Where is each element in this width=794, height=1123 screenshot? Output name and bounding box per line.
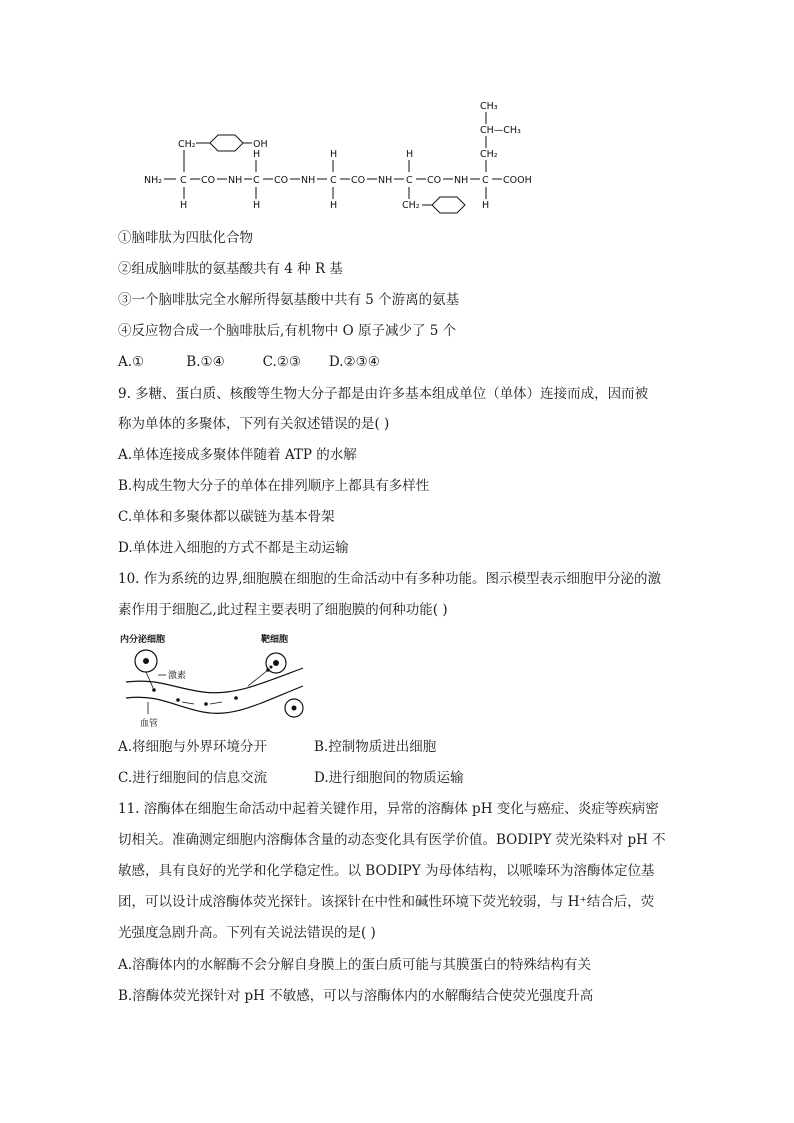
h-bottom-3: H [330,200,338,211]
q10-stem-line-1: 10. 作为系统的边界,细胞膜在细胞的生命活动中有多种功能。图示模型表示细胞甲分泌的激 [118,571,662,587]
q11-stem-line-5: 光强度急剧升高。下列有关说法错误的是( ) [118,925,376,941]
q11-stem-line-4: 团，可以设计成溶酶体荧光探针。该探针在中性和碱性环境下荧光较弱，与 H⁺结合后，荧 [118,894,655,910]
q10-option-a[interactable]: A.将细胞与外界环境分开 [118,739,268,755]
endocrine-cell-label: 内分泌细胞 [120,635,166,645]
q9-stem-line-2: 称为单体的多聚体，下列有关叙述错误的是( ) [118,416,390,432]
ch3-top: CH₃ [480,101,498,112]
nh2-terminal: NH₂ [144,175,163,186]
q8-statement-3: ③一个脑啡肽完全水解所得氨基酸中共有 5 个游离的氨基 [118,292,460,308]
q9-option-d[interactable]: D.单体进入细胞的方式不都是主动运输 [118,540,349,556]
hormone-signaling-diagram [118,630,318,730]
other-cell-nucleus [292,706,297,711]
q10-option-d[interactable]: D.进行细胞间的物质运输 [314,770,464,786]
h-bottom-1: H [180,200,188,211]
c-alpha-4: C [406,175,413,186]
endocrine-cell-nucleus [143,658,149,664]
hormone-receptor-dot [270,666,273,669]
h-bottom-2: H [253,200,261,211]
ch2-right: CH₂ [480,149,498,160]
ch-ch3: CH—CH₃ [480,125,521,136]
cooh-terminal: COOH [503,175,532,186]
hormone-label: 激素 [168,671,187,681]
q8-statement-4: ④反应物合成一个脑啡肽后,有机物中 O 原子减少了 5 个 [118,323,457,339]
nh-1: NH [228,175,243,186]
h-top-3: H [406,149,414,160]
q8-statement-1: ①脑啡肽为四肽化合物 [118,230,253,246]
hormone-molecule [152,688,156,692]
q8-option-c[interactable]: C.②③ [262,354,301,370]
target-cell-label: 靶细胞 [261,635,289,645]
hormone-molecule [234,696,238,700]
h-top-1: H [253,149,261,160]
c-alpha-2: C [253,175,260,186]
hormone-receptor-dot [266,668,270,672]
blood-vessel-label: 血管 [140,719,159,729]
target-cell-nucleus [273,660,279,666]
c-alpha-5: C [482,175,489,186]
h-bottom-4: H [482,200,490,211]
q8-statement-2: ②组成脑啡肽的氨基酸共有 4 种 R 基 [118,261,343,277]
q8-option-b[interactable]: B.①④ [186,354,225,370]
nh-3: NH [378,175,393,186]
co-1: CO [201,175,216,186]
co-3: CO [351,175,366,186]
q9-option-b[interactable]: B.构成生物大分子的单体在排列顺序上都具有多样性 [118,478,430,494]
q11-option-a[interactable]: A.溶酶体内的水解酶不会分解自身膜上的蛋白质可能与其膜蛋白的特殊结构有关 [118,957,592,973]
ch2-left: CH₂ [178,139,196,150]
q9-option-a[interactable]: A.单体连接成多聚体伴随着 ATP 的水解 [118,447,357,463]
q9-option-c[interactable]: C.单体和多聚体都以碳链为基本骨架 [118,509,335,525]
q10-options-row-1 [118,737,510,757]
benzene-ring-top [210,135,243,151]
q8-options [118,352,380,372]
enkephalin-structural-formula [140,95,560,220]
benzene-ring-bottom [432,197,465,213]
hormone-molecule [204,702,208,706]
q10-option-b[interactable]: B.控制物质进出细胞 [314,739,437,755]
q11-stem-line-2: 切相关。准确测定细胞内溶酶体含量的动态变化具有医学价值。BODIPY 荧光染料对 pH 不 [118,832,666,848]
q8-option-d[interactable]: D.②③④ [328,354,380,370]
q11-stem-line-1: 11. 溶酶体在细胞生命活动中起着关键作用，异常的溶酶体 pH 变化与癌症、炎症等疾病密 [118,801,659,817]
co-2: CO [274,175,289,186]
oh-group: OH [253,139,268,150]
q9-stem-line-1: 9. 多糖、蛋白质、核酸等生物大分子都是由许多基本组成单位（单体）连接而成，因而被 [118,386,649,402]
q10-option-c[interactable]: C.进行细胞间的信息交流 [118,770,268,786]
q11-stem-line-3: 敏感，具有良好的光学和化学稳定性。以 BODIPY 为母体结构，以哌嗪环为溶酶体定位基 [118,863,655,879]
co-4: CO [427,175,442,186]
ch2-bottom: CH₂ [402,200,420,211]
nh-4: NH [454,175,469,186]
c-alpha-3: C [330,175,337,186]
c-alpha-1: C [180,175,187,186]
nh-2: NH [301,175,316,186]
q10-options-row-2 [118,768,510,788]
q11-option-b[interactable]: B.溶酶体荧光探针对 pH 不敏感，可以与溶酶体内的水解酶结合使荧光强度升高 [118,988,594,1004]
q8-option-a[interactable]: A.① [118,354,145,370]
hormone-molecule [176,698,180,702]
h-top-2: H [330,149,338,160]
q10-stem-line-2: 素作用于细胞乙,此过程主要表明了细胞膜的何种功能( ) [118,602,448,618]
